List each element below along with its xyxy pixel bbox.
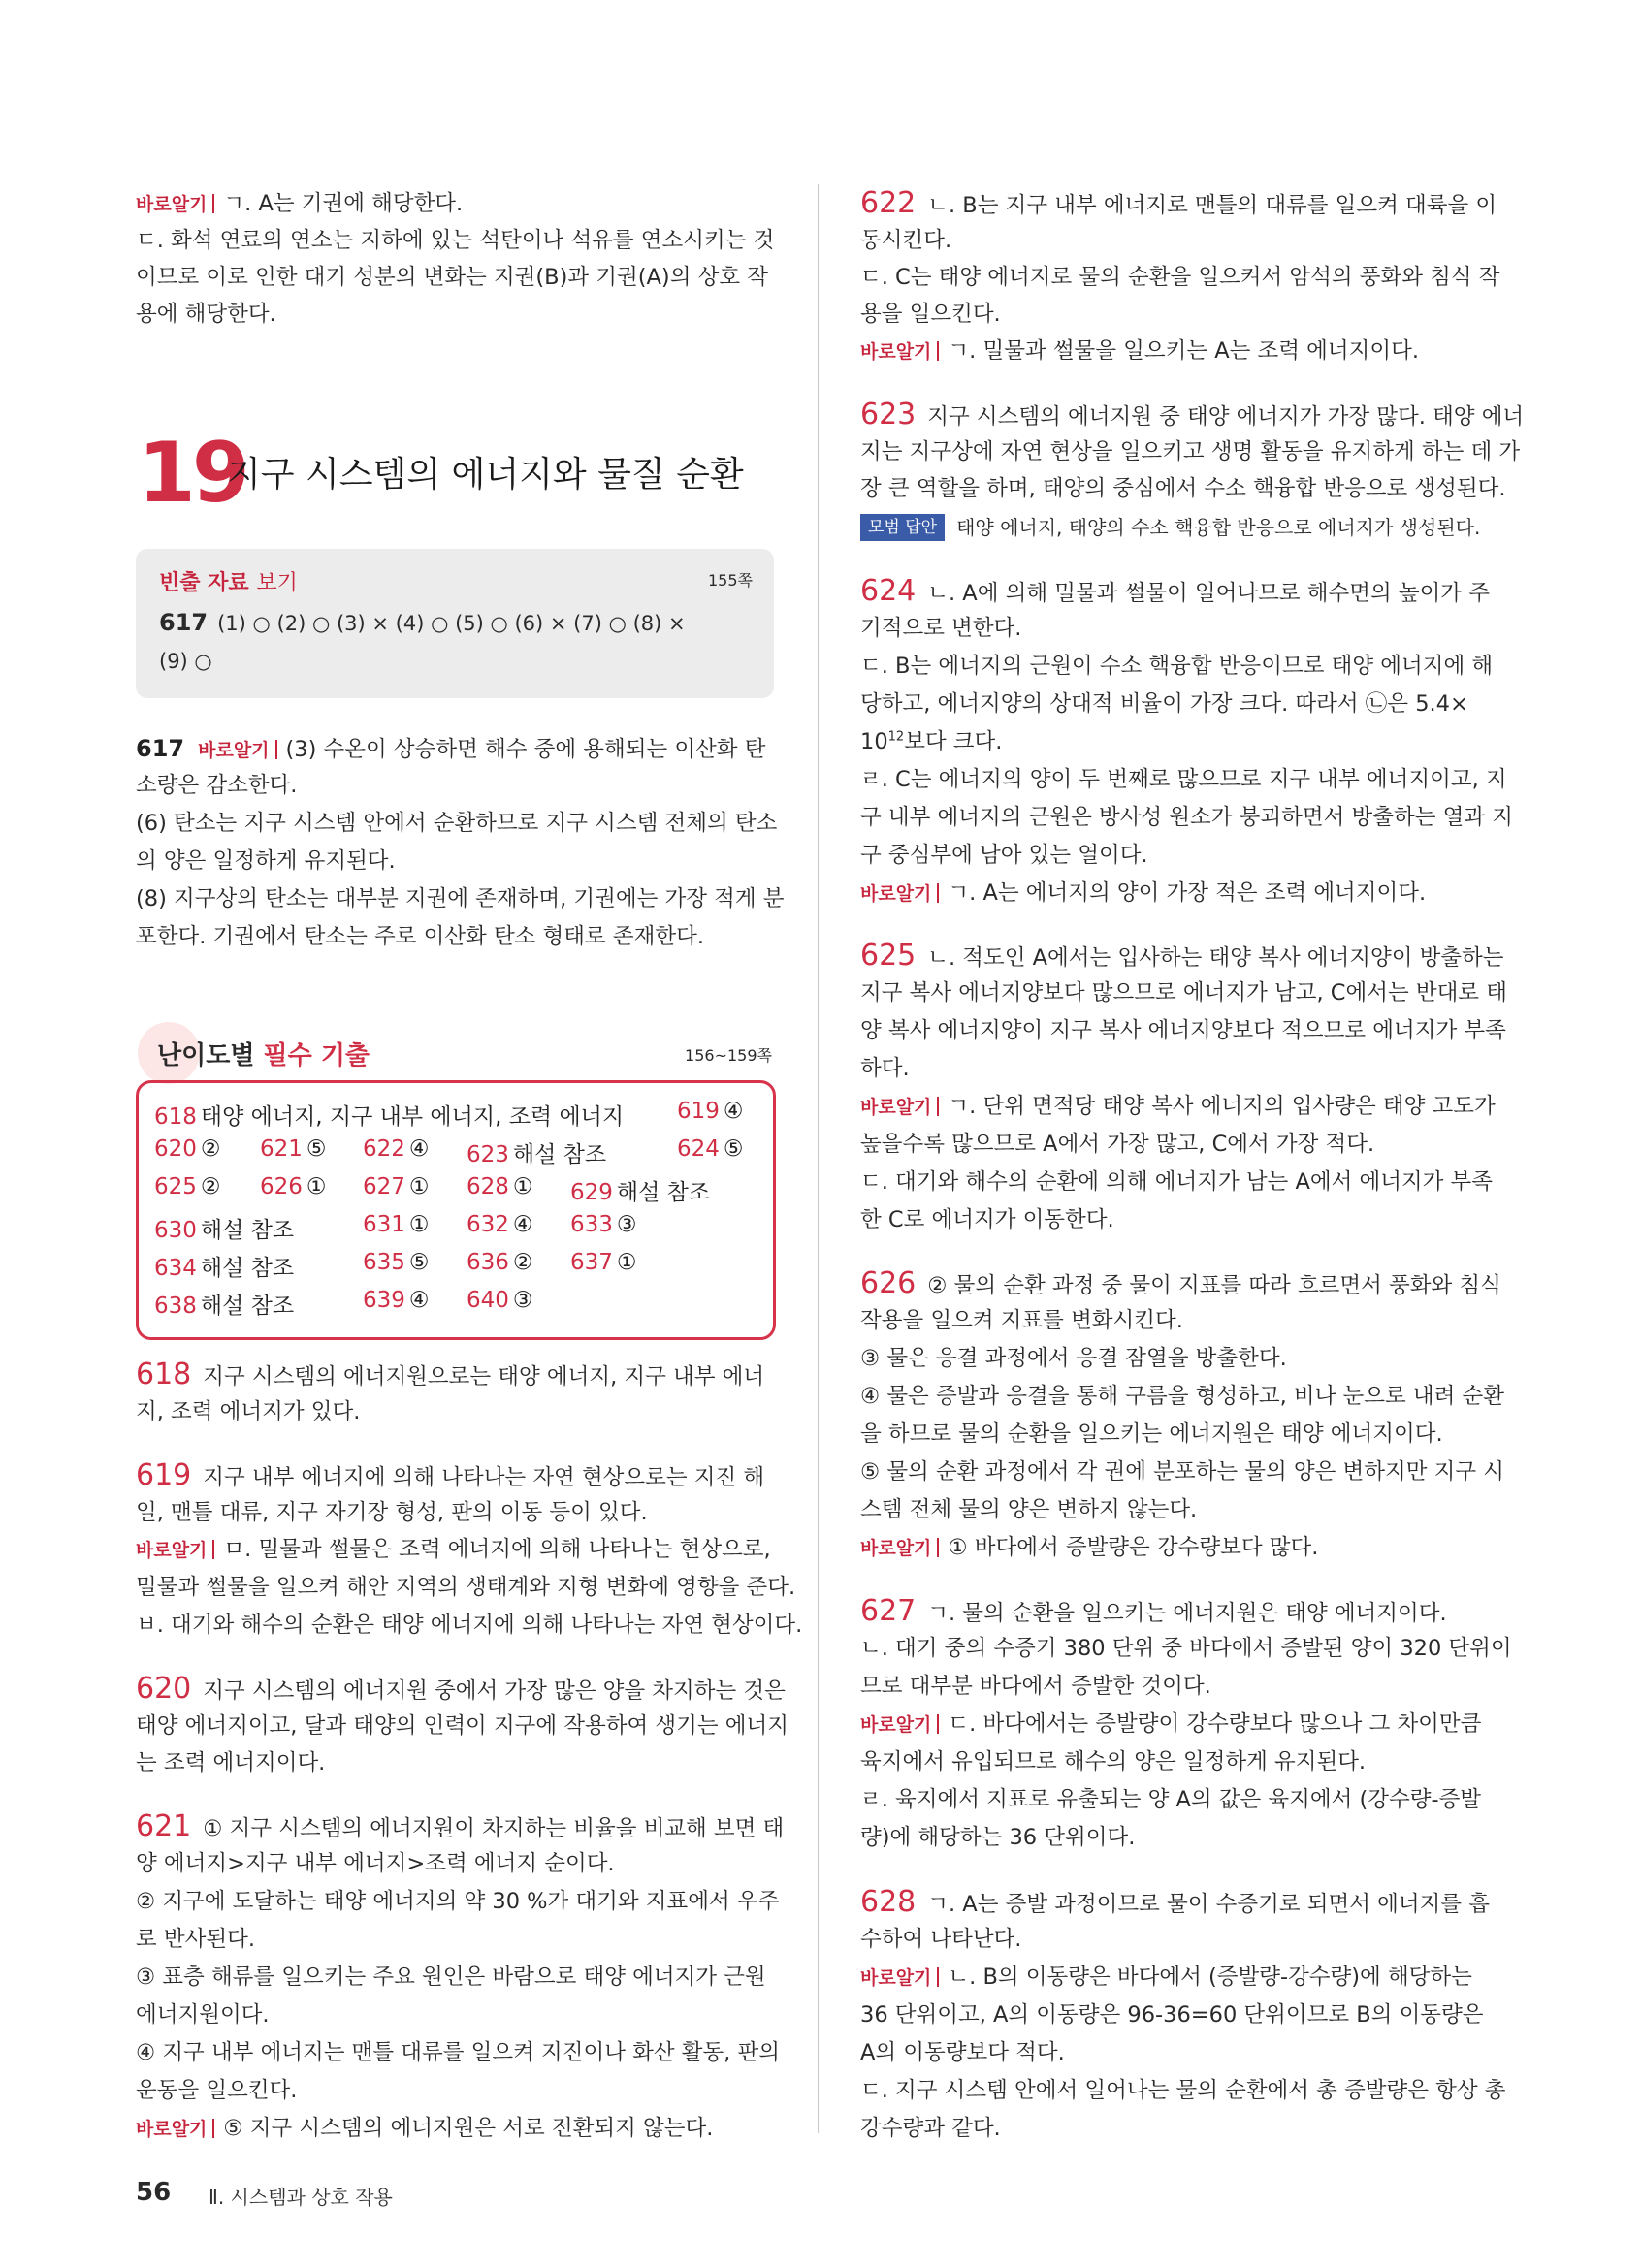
- text-line: ㄷ. B는 에너지의 근원이 수소 핵융합 반응이므로 태양 에너지에 해: [860, 654, 1494, 679]
- answer-item: [260, 1174, 327, 1199]
- frequent-data-box: [136, 549, 774, 698]
- text-line: 바로알기 ㄷ. 바다에서는 증발량이 강수량보다 많으나 그 차이만큼: [860, 1711, 1482, 1737]
- text-line: 바로알기 ㄱ. 밀물과 썰물을 일으키는 A는 조력 에너지이다.: [860, 338, 1419, 364]
- answer-item: [260, 1136, 327, 1162]
- answer-number: 622: [363, 1136, 405, 1162]
- answer-number: 621: [260, 1136, 303, 1162]
- answer-item: [363, 1250, 430, 1275]
- answer-line: (9) ○: [159, 650, 212, 673]
- text-line: 밀물과 썰물을 일으켜 해안 지역의 생태계와 지형 변화에 영향을 준다.: [136, 1575, 796, 1600]
- text-line: 36 단위이고, A의 이동량은 96-36=60 단위이므로 B의 이동량은: [860, 2002, 1484, 2028]
- answer-value: ④: [723, 1099, 744, 1124]
- text-line: 양 에너지>지구 내부 에너지>조력 에너지 순이다.: [136, 1851, 615, 1876]
- answer-item: [467, 1212, 533, 1237]
- text-line: 바로알기 ㄱ. A는 에너지의 양이 가장 적은 조력 에너지이다.: [860, 880, 1427, 906]
- text-line: 이므로 이로 인한 대기 성분의 변화는 지권(B)과 기권(A)의 상호 작: [136, 265, 768, 290]
- answer-value: 해설 참조: [200, 1294, 295, 1319]
- answer-item: [154, 1212, 294, 1244]
- answer-value: ①: [408, 1212, 430, 1237]
- answer-value: ④: [408, 1288, 430, 1313]
- text-line: 육지에서 유입되므로 해수의 양은 일정하게 유지된다.: [860, 1749, 1367, 1774]
- text-line: 는 조력 에너지이다.: [136, 1750, 326, 1775]
- question-627: 627 ㄱ. 물의 순환을 일으키는 에너지원은 태양 에너지이다.: [860, 1594, 1447, 1628]
- text-line: ③ 표층 해류를 일으키는 주요 원인은 바람으로 태양 에너지가 근원: [136, 1965, 766, 1990]
- text-line: 의 양은 일정하게 유지된다.: [136, 848, 396, 874]
- text-line: 바로알기 ㅁ. 밀물과 썰물은 조력 에너지에 의해 나타나는 현상으로,: [136, 1537, 771, 1562]
- answer-value: 해설 참조: [616, 1180, 711, 1205]
- page-ref: 155쪽: [708, 571, 753, 590]
- section-title: [136, 425, 776, 531]
- footer-section: Ⅱ. 시스템과 상호 작용: [209, 2186, 393, 2209]
- answer-value: ⑤: [723, 1136, 744, 1162]
- text-line: (6) 탄소는 지구 시스템 안에서 순환하므로 지구 시스템 전체의 탄소: [136, 811, 778, 836]
- text-line: 용에 해당한다.: [136, 302, 276, 327]
- page-number: 56: [136, 2178, 172, 2207]
- answer-item: [154, 1174, 221, 1199]
- text-line: ④ 지구 내부 에너지는 맨틀 대류를 일으켜 지진이나 화산 활동, 판의: [136, 2040, 780, 2065]
- text-line: ㄹ. 육지에서 지표로 유출되는 양 A의 값은 육지에서 (강수량-증발: [860, 1787, 1482, 1812]
- question-618: 618 지구 시스템의 에너지원으로는 태양 에너지, 지구 내부 에너: [136, 1358, 765, 1391]
- question-624: 624 ㄴ. A에 의해 밀물과 썰물이 일어나므로 해수면의 높이가 주: [860, 574, 1490, 608]
- answer-number: 626: [260, 1174, 303, 1199]
- text-line: 강수량과 같다.: [860, 2116, 1001, 2141]
- answer-number: 629: [570, 1180, 613, 1205]
- answers-header: 난이도별 필수 기출 156~159쪽: [136, 1032, 774, 1074]
- answer-value: 해설 참조: [200, 1218, 295, 1243]
- text-line: 동시킨다.: [860, 228, 952, 253]
- text-line: 하다.: [860, 1056, 910, 1081]
- answer-value: ①: [408, 1174, 430, 1199]
- answer-value: ②: [200, 1136, 221, 1162]
- barealgi-label: 바로알기: [136, 194, 208, 215]
- answer-number: 632: [467, 1212, 509, 1237]
- text-line: ③ 물은 응결 과정에서 응결 잠열을 방출한다.: [860, 1346, 1287, 1371]
- answer-value: ④: [512, 1212, 533, 1237]
- answer-item: [363, 1174, 430, 1199]
- text-line: ② 지구에 도달하는 태양 에너지의 약 30 %가 대기와 지표에서 우주: [136, 1889, 780, 1914]
- answer-item: [467, 1136, 606, 1168]
- answer-number: 630: [154, 1218, 197, 1243]
- answer-number: 624: [677, 1136, 720, 1162]
- text-line: 바로알기 ⑤ 지구 시스템의 에너지원은 서로 전환되지 않는다.: [136, 2116, 714, 2141]
- answer-value: ②: [512, 1250, 533, 1275]
- answer-number: 638: [154, 1294, 197, 1319]
- answer-value: ④: [408, 1136, 430, 1162]
- answer-value: ⑤: [408, 1250, 430, 1275]
- question-623: 623 지구 시스템의 에너지원 중 태양 에너지가 가장 많다. 태양 에너: [860, 398, 1525, 431]
- answer-item: [570, 1174, 710, 1206]
- text-line: 지, 조력 에너지가 있다.: [136, 1399, 361, 1424]
- text-line: ⑤ 물의 순환 과정에서 각 권에 분포하는 물의 양은 변하지만 지구 시: [860, 1459, 1504, 1485]
- answer-line: 617 (1) ○ (2) ○ (3) × (4) ○ (5) ○ (6) × (7) ○ (8) ×: [159, 609, 686, 636]
- answer-value: ⑤: [306, 1136, 327, 1162]
- answer-number: 618: [154, 1104, 197, 1130]
- question-620: 620 지구 시스템의 에너지원 중에서 가장 많은 양을 차지하는 것은: [136, 1672, 786, 1706]
- text-line: ㄹ. C는 에너지의 양이 두 번째로 많으므로 지구 내부 에너지이고, 지: [860, 767, 1507, 792]
- answer-item: [363, 1136, 430, 1162]
- text-line: ㄷ. 지구 시스템 안에서 일어나는 물의 순환에서 총 증발량은 항상 총: [860, 2078, 1506, 2103]
- text-line: 포한다. 기권에서 탄소는 주로 이산화 탄소 형태로 존재한다.: [136, 924, 705, 949]
- answer-number: 635: [363, 1250, 405, 1275]
- answer-item: [677, 1099, 744, 1124]
- answer-item: [154, 1099, 624, 1131]
- answer-value: ①: [306, 1174, 327, 1199]
- text-line: 므로 대부분 바다에서 증발한 것이다.: [860, 1674, 1211, 1699]
- section-heading: 지구 시스템의 에너지와 물질 순환: [227, 455, 744, 495]
- question-621: 621 ① 지구 시스템의 에너지원이 차지하는 비율을 비교해 보면 태: [136, 1809, 785, 1843]
- answer-value: ③: [512, 1288, 533, 1313]
- question-619: 619 지구 내부 에너지에 의해 나타나는 자연 현상으로는 지진 해: [136, 1458, 765, 1492]
- label-bar: [212, 194, 214, 213]
- text-line: 태양 에너지이고, 달과 태양의 인력이 지구에 작용하여 생기는 에너지: [136, 1713, 789, 1739]
- answer-number: 619: [677, 1099, 720, 1124]
- text-line: 지구 복사 에너지양보다 많으므로 에너지가 남고, C에서는 반대로 태: [860, 980, 1507, 1006]
- question-626: 626 ② 물의 순환 과정 중 물이 지표를 따라 흐르면서 풍화와 침식: [860, 1266, 1501, 1300]
- answer-item: [467, 1288, 533, 1313]
- text-line: 높을수록 많으므로 A에서 가장 많고, C에서 가장 적다.: [860, 1132, 1375, 1157]
- text-line: 바로알기 ① 바다에서 증발량은 강수량보다 많다.: [860, 1535, 1319, 1560]
- text-line: 기적으로 변한다.: [860, 616, 1022, 641]
- text-line: ㅂ. 대기와 해수의 순환은 태양 에너지에 의해 나타나는 자연 현상이다.: [136, 1613, 803, 1638]
- answer-item: [570, 1212, 637, 1237]
- answer-number: 620: [154, 1136, 197, 1162]
- answer-item: [467, 1250, 533, 1275]
- text-line: 양 복사 에너지양이 지구 복사 에너지양보다 적으므로 에너지가 부족: [860, 1018, 1506, 1043]
- text-line: 당하고, 에너지양의 상대적 비율이 가장 크다. 따라서 ㉡은 5.4×: [860, 691, 1468, 717]
- text-line: 에너지원이다.: [136, 2002, 270, 2028]
- text-line: 바로알기 ㄴ. B의 이동량은 바다에서 (증발량-강수량)에 해당하는: [860, 1965, 1472, 1990]
- answer-item: [363, 1288, 430, 1313]
- text-line: ㄷ. C는 태양 에너지로 물의 순환을 일으켜서 암석의 풍화와 침식 작: [860, 265, 1500, 290]
- answer-value: 해설 참조: [512, 1142, 607, 1167]
- text-line: ㄷ. 대기와 해수의 순환에 의해 에너지가 남는 A에서 에너지가 부족: [860, 1169, 1494, 1195]
- answer-item: [677, 1136, 744, 1162]
- model-answer-line: 모범 답안 태양 에너지, 태양의 수소 핵융합 반응으로 에너지가 생성된다.: [860, 510, 1480, 545]
- text-line: 구 내부 에너지의 근원은 방사성 원소가 붕괴하면서 방출하는 열과 지: [860, 805, 1513, 830]
- text-line: 용을 일으킨다.: [860, 302, 1001, 327]
- text-line: 로 반사된다.: [136, 1927, 255, 1952]
- page-ref: 156~159쪽: [685, 1046, 772, 1065]
- text-line: 을 하므로 물의 순환을 일으키는 에너지원은 태양 에너지이다.: [860, 1421, 1443, 1447]
- answer-item: [154, 1136, 221, 1162]
- text-line: 한 C로 에너지가 이동한다.: [860, 1207, 1114, 1232]
- answer-number: 627: [363, 1174, 405, 1199]
- answers-box: [136, 1080, 776, 1340]
- text-line: 량)에 해당하는 36 단위이다.: [860, 1825, 1136, 1850]
- answer-number: 631: [363, 1212, 405, 1237]
- text-line: 수하여 나타난다.: [860, 1927, 1022, 1952]
- text-line: 바로알기 ㄱ. 단위 면적당 태양 복사 에너지의 입사량은 태양 고도가: [860, 1094, 1496, 1119]
- text-line: 구 중심부에 남아 있는 열이다.: [860, 843, 1148, 868]
- answer-number: 633: [570, 1212, 613, 1237]
- text-line: ④ 물은 증발과 응결을 통해 구름을 형성하고, 비나 눈으로 내려 순환: [860, 1384, 1504, 1409]
- text-line: (8) 지구상의 탄소는 대부분 지권에 존재하며, 기권에는 가장 적게 분: [136, 886, 785, 911]
- answer-number: 636: [467, 1250, 509, 1275]
- text-line: 스템 전체 물의 양은 변하지 않는다.: [860, 1497, 1198, 1522]
- text-line: 운동을 일으킨다.: [136, 2078, 298, 2103]
- answer-number: 634: [154, 1256, 197, 1281]
- section-number: 19: [138, 425, 246, 522]
- text-line: 바로알기 ㄱ. A는 기권에 해당한다.: [136, 191, 464, 216]
- answer-item: [467, 1174, 533, 1199]
- text-line: $10^{12}$보다 크다.: [860, 729, 1003, 754]
- box-title: 빈출 자료 보기: [159, 571, 298, 595]
- answer-value: ②: [200, 1174, 221, 1199]
- answer-number: 640: [467, 1288, 509, 1313]
- answer-number: 628: [467, 1174, 509, 1199]
- question-625: 625 ㄴ. 적도인 A에서는 입사하는 태양 복사 에너지양이 방출하는: [860, 939, 1504, 973]
- answer-number: 623: [467, 1142, 509, 1167]
- text-line: 장 큰 역할을 하며, 태양의 중심에서 수소 핵융합 반응으로 생성된다.: [860, 476, 1506, 501]
- text-line: A의 이동량보다 적다.: [860, 2040, 1065, 2065]
- answer-number: 639: [363, 1288, 405, 1313]
- answer-value: 해설 참조: [200, 1256, 295, 1281]
- text-line: 작용을 일으켜 지표를 변화시킨다.: [860, 1308, 1183, 1333]
- question-622: 622 ㄴ. B는 지구 내부 에너지로 맨틀의 대류를 일으켜 대륙을 이: [860, 186, 1497, 220]
- answer-number: 637: [570, 1250, 613, 1275]
- text-line: 지는 지구상에 자연 현상을 일으키고 생명 활동을 유지하게 하는 데 가: [860, 439, 1521, 464]
- answer-number: 625: [154, 1174, 197, 1199]
- answer-value: ③: [616, 1212, 637, 1237]
- text-line: ㄴ. 대기 중의 수증기 380 단위 중 바다에서 증발된 양이 320 단위이: [860, 1636, 1512, 1661]
- text-line: 소량은 감소한다.: [136, 773, 298, 798]
- text-line: ㄷ. 화석 연료의 연소는 지하에 있는 석탄이나 석유를 연소시키는 것: [136, 228, 775, 253]
- answer-value: 태양 에너지, 지구 내부 에너지, 조력 에너지: [200, 1104, 625, 1130]
- answer-item: [363, 1212, 430, 1237]
- question-628: 628 ㄱ. A는 증발 과정이므로 물이 수증기로 되면서 에너지를 흡: [860, 1885, 1490, 1919]
- answer-value: ①: [512, 1174, 533, 1199]
- column-divider: [818, 184, 819, 2133]
- answer-item: [570, 1250, 637, 1275]
- question-617: 617 바로알기 (3) 수온이 상승하면 해수 중에 용해되는 이산화 탄: [136, 735, 766, 762]
- answer-value: ①: [616, 1250, 637, 1275]
- model-answer-tag: 모범 답안: [860, 514, 945, 541]
- answer-item: [154, 1288, 294, 1320]
- text-line: 일, 맨틀 대류, 지구 자기장 형성, 판의 이동 등이 있다.: [136, 1500, 648, 1525]
- answer-item: [154, 1250, 294, 1282]
